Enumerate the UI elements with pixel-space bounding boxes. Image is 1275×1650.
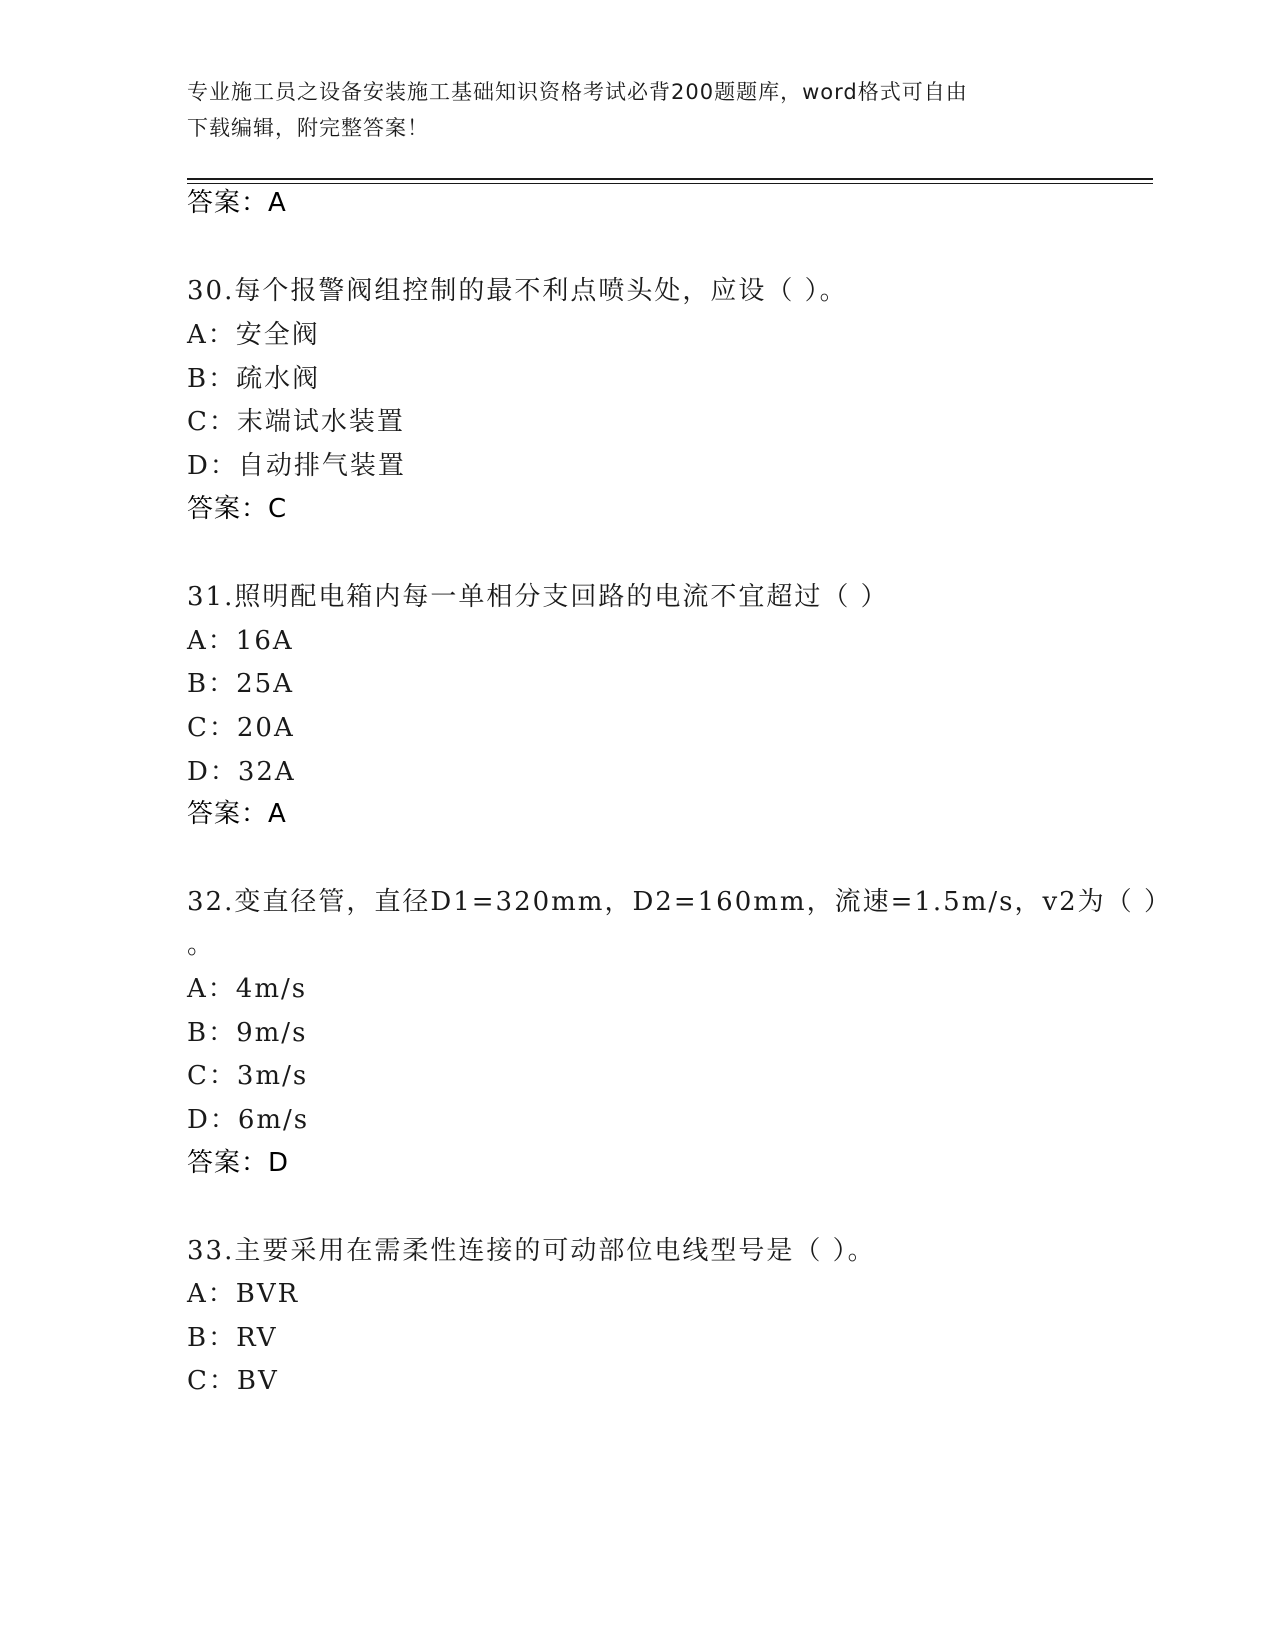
question-31-option-c: C：20A xyxy=(187,713,295,743)
question-32-option-d: D：6m/s xyxy=(187,1105,310,1135)
question-33-option-a: A：BVR xyxy=(187,1279,300,1309)
question-30-option-a: A：安全阀 xyxy=(187,320,320,350)
question-31-option-a: A：16A xyxy=(187,626,294,656)
question-30-option-d: D：自动排气装置 xyxy=(187,451,406,481)
question-31-option-d: D：32A xyxy=(187,757,296,787)
question-32-option-a: A：4m/s xyxy=(187,974,308,1004)
question-32-stem: 32.变直径管，直径D1=320mm，D2=160mm，流速=1.5m/s，v2为（ ） xyxy=(187,887,1172,917)
header-divider-thin xyxy=(187,183,1153,184)
header-divider xyxy=(187,178,1153,180)
answer-previous: 答案：A xyxy=(187,188,287,218)
document-header xyxy=(187,74,1087,146)
header-line-1: 专业施工员之设备安装施工基础知识资格考试必背200题题库，word格式可自由 xyxy=(187,80,968,104)
question-32-stem-continuation: 。 xyxy=(187,930,216,960)
question-32-answer: 答案：D xyxy=(187,1148,290,1178)
question-30-option-c: C：末端试水装置 xyxy=(187,407,405,437)
question-32-option-b: B：9m/s xyxy=(187,1018,308,1048)
question-33-option-c: C：BV xyxy=(187,1366,279,1396)
question-31-option-b: B：25A xyxy=(187,669,294,699)
question-31-stem: 31.照明配电箱内每一单相分支回路的电流不宜超过（ ） xyxy=(187,582,889,612)
question-32-option-c: C：3m/s xyxy=(187,1061,309,1091)
question-33-stem: 33.主要采用在需柔性连接的可动部位电线型号是（ ）。 xyxy=(187,1236,876,1266)
question-31-answer: 答案：A xyxy=(187,799,287,829)
question-30-stem: 30.每个报警阀组控制的最不利点喷头处，应设（ ）。 xyxy=(187,276,848,306)
question-30-option-b: B：疏水阀 xyxy=(187,364,321,394)
header-line-2: 下载编辑，附完整答案！ xyxy=(187,116,429,140)
question-30-answer: 答案：C xyxy=(187,494,288,524)
question-33-option-b: B：RV xyxy=(187,1323,278,1353)
